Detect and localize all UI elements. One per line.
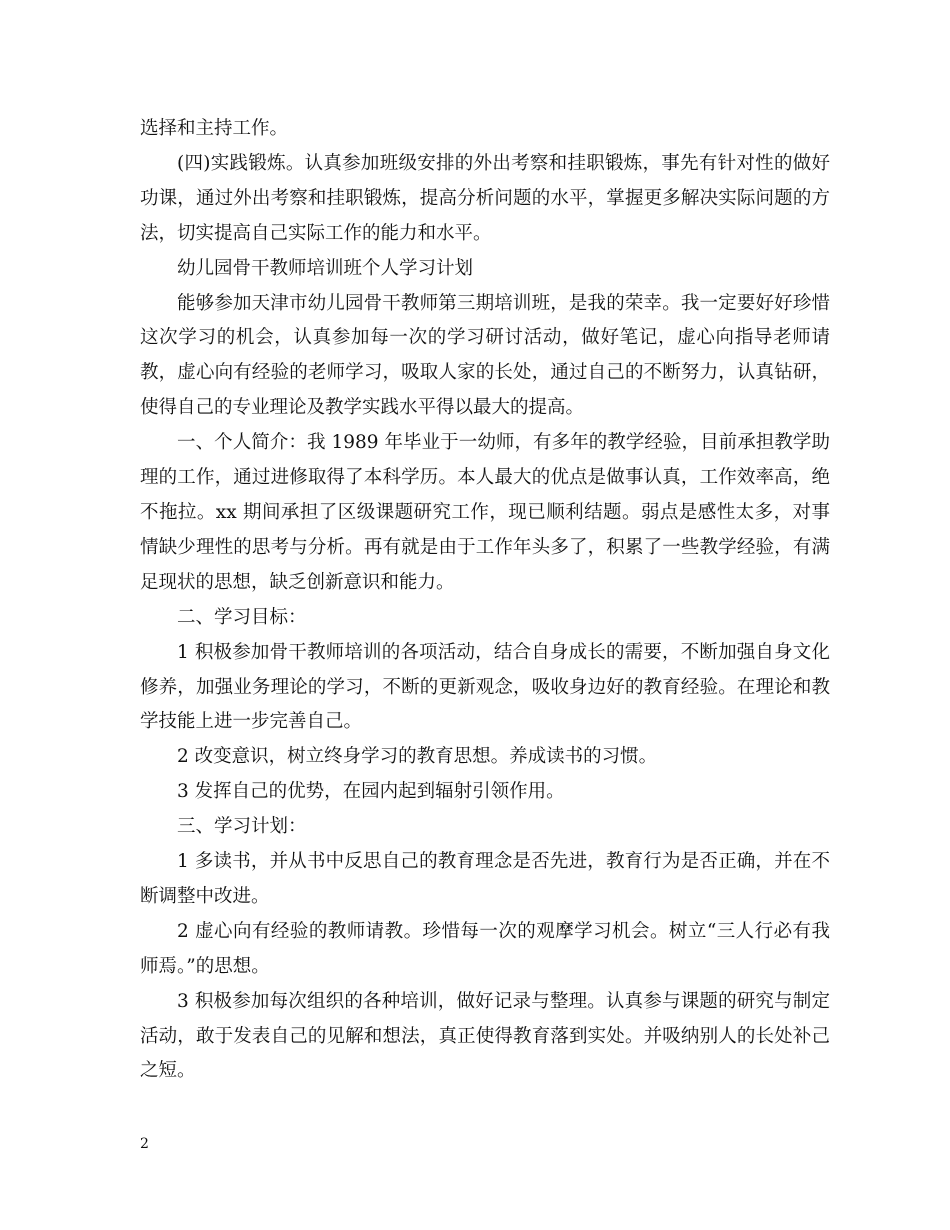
page-number: 2 <box>140 1136 149 1152</box>
paragraph: 选择和主持工作。 <box>140 118 289 139</box>
section-heading: 幼儿园骨干教师培训班个人学习计划 <box>177 257 474 279</box>
list-item: 3 发挥自己的优势，在园内起到辐射引领作用。 <box>177 781 565 803</box>
paragraph: 能够参加天津市幼儿园骨干教师第三期培训班，是我的荣幸。我一定要好好珍惜这次学习的机会，认真参加每一次的学习研讨活动，做好笔记，虚心向指导老师请教，虚心向有经验的老师学习，吸取人家的长处，通过自己的不断努力，认真钻研，使得自己的专业理论及教学实践水平得以最大的提高。 <box>140 292 830 419</box>
paragraph: 一、个人简介：我 1989 年毕业于一幼师，有多年的教学经验，目前承担教学助理的工作，通过进修取得了本科学历。本人最大的优点是做事认真，工作效率高，绝不拖拉。xx 期间承担了区级课题研究工作，现已顺利结题。弱点是感性太多，对事情缺少理性的思考与分析。再有就是由于工作年头多了，积累了一些教学经验，有满足现状的思想，缺乏创新意识和能力。 <box>140 432 830 593</box>
list-item: 3 积极参加每次组织的各种培训，做好记录与整理。认真参与课题的研究与制定活动，敢于发表自己的见解和想法，真正使得教育落到实处。并吸纳别人的长处补己之短。 <box>140 990 830 1082</box>
list-item: 1 多读书，并从书中反思自己的教育理念是否先进，教育行为是否正确，并在不断调整中改进。 <box>140 851 830 907</box>
subheading: 三、学习计划： <box>177 816 307 838</box>
paragraph: (四)实践锻炼。认真参加班级安排的外出考察和挂职锻炼，事先有针对性的做好功课，通过外出考察和挂职锻炼，提高分析问题的水平，掌握更多解决实际问题的方法，切实提高自己实际工作的能力和水平。 <box>140 152 830 244</box>
document-body <box>140 112 830 1089</box>
list-item: 1 积极参加骨干教师培训的各项活动，结合自身成长的需要，不断加强自身文化修养，加强业务理论的学习，不断的更新观念，吸收身边好的教育经验。在理论和教学技能上进一步完善自己。 <box>140 641 830 733</box>
list-item: 2 改变意识，树立终身学习的教育思想。养成读书的习惯。 <box>177 746 658 768</box>
subheading: 二、学习目标： <box>177 606 307 628</box>
list-item: 2 虚心向有经验的教师请教。珍惜每一次的观摩学习机会。树立“三人行必有我师焉。”的思想。 <box>140 920 830 977</box>
